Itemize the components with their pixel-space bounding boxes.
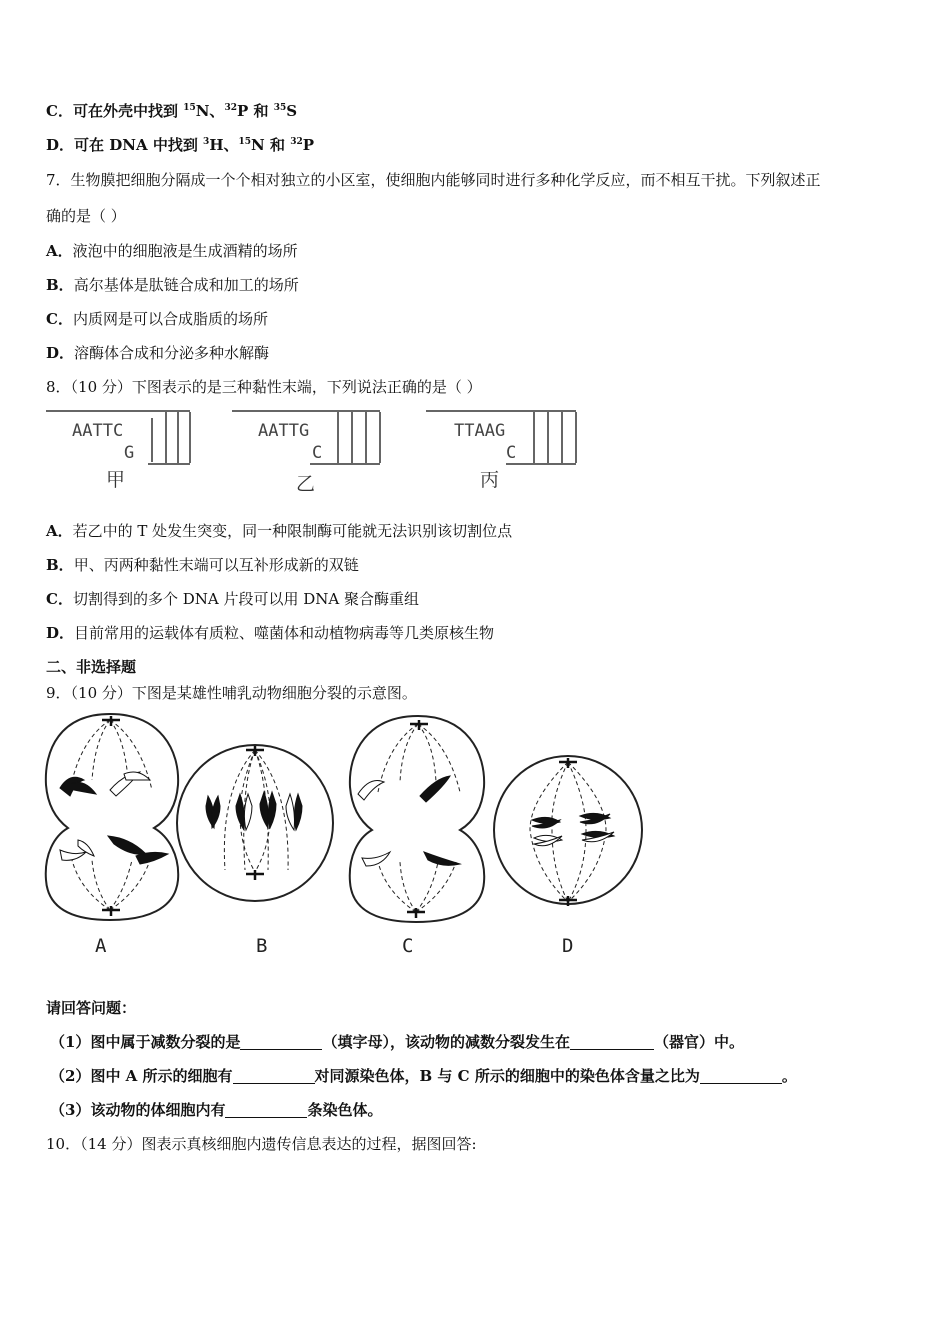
- yi-top-strand: AATTG: [258, 421, 310, 441]
- q8-option-a: A．若乙中的 T 处发生突变，同一种限制酶可能就无法识别该切割位点: [46, 522, 513, 540]
- sticky-ends-figure: [40, 404, 600, 496]
- cell-a-label: A: [95, 935, 107, 957]
- q6-option-d: D．可在 DNA 中找到 $^3$H、$^{15}$N 和 $^{32}$P: [46, 136, 314, 154]
- answer-blank[interactable]: [233, 1067, 315, 1084]
- q8-option-d: D．目前常用的运载体有质粒、噬菌体和动植物病毒等几类原核生物: [46, 624, 495, 642]
- q9-sub2: （2）图中 A 所示的细胞有 对同源染色体，B 与 C 所示的细胞中的染色体含量之比为 。: [50, 1067, 797, 1085]
- q9-stem: 9．（10 分）下图是某雄性哺乳动物细胞分裂的示意图。: [46, 684, 417, 702]
- answer-blank[interactable]: [240, 1033, 322, 1050]
- q7-option-c: C．内质网是可以合成脂质的场所: [46, 310, 268, 328]
- section-title: 二、非选择题: [46, 658, 137, 676]
- q7-option-d: D．溶酶体合成和分泌多种水解酶: [46, 344, 270, 362]
- q8-stem: 8．（10 分）下图表示的是三种黏性末端，下列说法正确的是（ ）: [46, 378, 482, 396]
- answer-blank[interactable]: [570, 1033, 654, 1050]
- yi-bottom-strand: C: [312, 443, 323, 463]
- jia-top-strand: AATTC: [72, 421, 124, 441]
- answer-blank[interactable]: [225, 1101, 307, 1118]
- cell-c-label: C: [402, 935, 414, 957]
- jia-bottom-strand: G: [124, 443, 135, 463]
- bing-label: 丙: [480, 469, 500, 491]
- q10-stem: 10．（14 分）图表示真核细胞内遗传信息表达的过程，据图回答:: [46, 1135, 477, 1153]
- q7-option-b: B．高尔基体是肽链合成和加工的场所: [46, 276, 299, 294]
- answer-blank[interactable]: [700, 1067, 782, 1084]
- q9-prompt: 请回答问题：: [46, 999, 137, 1017]
- q7-stem-cont: 确的是（ ）: [46, 207, 126, 225]
- cell-d-label: D: [562, 935, 574, 957]
- bing-top-strand: TTAAG: [454, 421, 506, 441]
- q8-option-b: B．甲、丙两种黏性末端可以互补形成新的双链: [46, 556, 359, 574]
- q7-option-a: A．液泡中的细胞液是生成酒精的场所: [46, 242, 298, 260]
- bing-bottom-strand: C: [506, 443, 517, 463]
- q8-option-c: C．切割得到的多个 DNA 片段可以用 DNA 聚合酶重组: [46, 590, 419, 608]
- jia-label: 甲: [106, 469, 126, 491]
- cell-b-label: B: [256, 935, 268, 957]
- q9-sub1: （1）图中属于减数分裂的是 （填字母），该动物的减数分裂发生在 （器官）中。: [50, 1033, 744, 1051]
- q7-stem: 7．生物膜把细胞分隔成一个个相对独立的小区室，使细胞内能够同时进行多种化学反应，而不相互干扰。下列叙述正: [46, 171, 821, 189]
- cell-division-figure: [40, 710, 660, 960]
- yi-label: 乙: [296, 473, 316, 495]
- q6-option-c: C．可在外壳中找到 $^{15}$N、$^{32}$P 和 $^{35}$S: [46, 102, 298, 120]
- q9-sub3: （3）该动物的体细胞内有 条染色体。: [50, 1101, 383, 1119]
